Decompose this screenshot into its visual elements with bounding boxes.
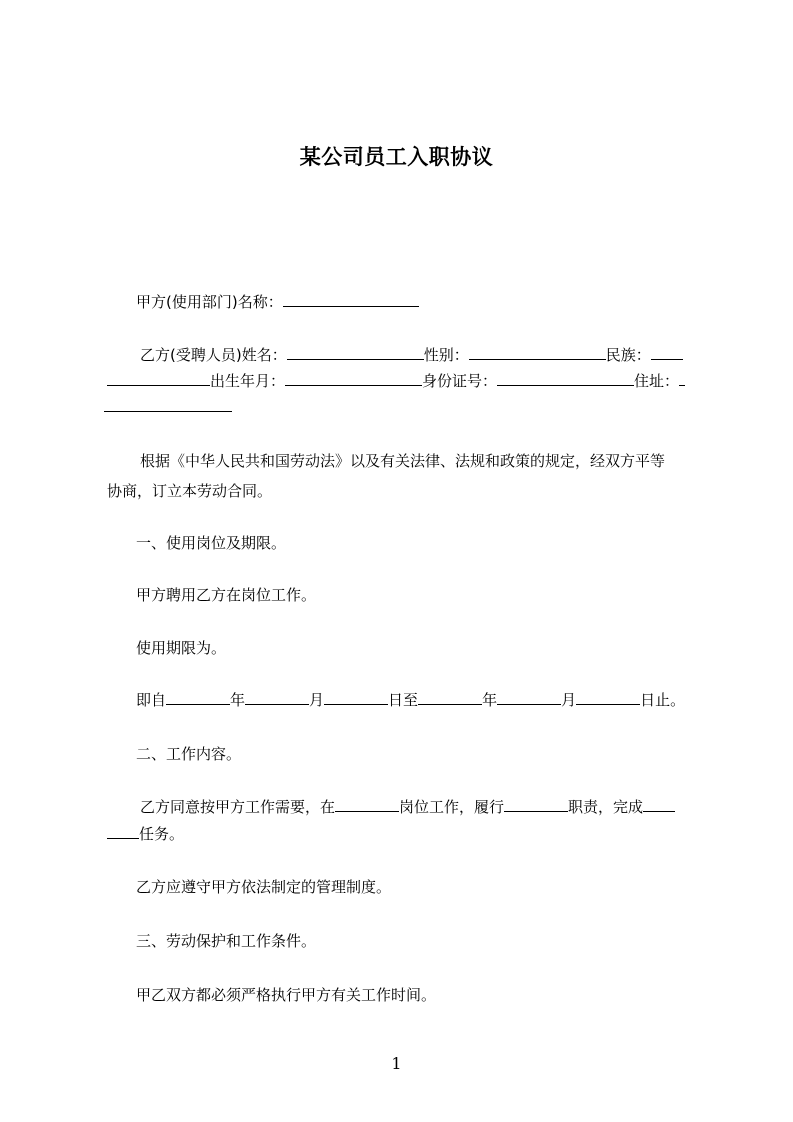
start-day-blank[interactable] (324, 690, 388, 705)
term-year: 年 (230, 691, 246, 709)
section-1-para-1: 甲方聘用乙方在岗位工作。 (136, 586, 317, 604)
party-b-line-1 (140, 345, 683, 365)
ethnicity-blank-a[interactable] (651, 345, 683, 360)
start-month-blank[interactable] (245, 690, 309, 705)
duty-text-c: 职责，完成 (568, 798, 644, 816)
page-title: 某公司员工入职协议 (299, 145, 494, 169)
birth-label: 出生年月： (210, 372, 286, 390)
task-blank-a[interactable] (643, 797, 675, 812)
term-from: 即自 (136, 691, 167, 709)
gender-label: 性别： (423, 346, 469, 364)
end-month-blank[interactable] (497, 690, 561, 705)
party-a-name-blank[interactable] (283, 292, 419, 307)
party-b-name-blank[interactable] (287, 345, 424, 360)
gender-blank[interactable] (469, 345, 606, 360)
section-3-heading: 三、劳动保护和工作条件。 (136, 932, 317, 950)
address-blank-a[interactable] (679, 371, 685, 386)
duty-line-1 (140, 797, 675, 817)
section-2-heading: 二、工作内容。 (136, 745, 242, 763)
ethnicity-label: 民族： (605, 346, 651, 364)
preamble-line-2: 协商，订立本劳动合同。 (107, 482, 273, 500)
end-year-blank[interactable] (418, 690, 482, 705)
party-b-line-2 (107, 371, 685, 391)
position-blank[interactable] (335, 797, 399, 812)
task-blank-b[interactable] (107, 824, 139, 839)
party-b-name-label: 乙方(受聘人员)姓名： (140, 346, 287, 364)
term-day-to: 日至 (388, 691, 419, 709)
preamble-line-1: 根据《中华人民共和国劳动法》以及有关法律、法规和政策的规定，经双方平等 (140, 452, 666, 470)
start-year-blank[interactable] (166, 690, 230, 705)
section-3-para-1: 甲乙双方都必须严格执行甲方有关工作时间。 (136, 986, 437, 1004)
party-a-label: 甲方(使用部门)名称： (136, 293, 283, 311)
end-day-blank[interactable] (576, 690, 640, 705)
section-2-para-2: 乙方应遵守甲方依法制定的管理制度。 (136, 878, 392, 896)
responsibility-blank[interactable] (504, 797, 568, 812)
party-b-line-3 (104, 397, 232, 417)
duty-text-a: 乙方同意按甲方工作需要，在 (140, 798, 336, 816)
page-number: 1 (391, 1054, 402, 1073)
term-month-2: 月 (561, 691, 577, 709)
party-a-line (136, 292, 419, 312)
term-day-end: 日止。 (640, 691, 686, 709)
address-blank-b[interactable] (104, 397, 232, 412)
term-month: 月 (309, 691, 325, 709)
duty-line-2 (107, 824, 184, 844)
term-line (136, 690, 685, 710)
section-1-heading: 一、使用岗位及期限。 (136, 534, 287, 552)
address-label: 住址： (634, 372, 680, 390)
duty-text-d: 任务。 (139, 825, 185, 843)
duty-text-b: 岗位工作，履行 (399, 798, 505, 816)
birth-blank[interactable] (285, 371, 422, 386)
ethnicity-blank-b[interactable] (107, 371, 210, 386)
term-year-2: 年 (482, 691, 498, 709)
id-number-label: 身份证号： (422, 372, 498, 390)
id-number-blank[interactable] (497, 371, 634, 386)
section-1-para-2: 使用期限为。 (136, 639, 227, 657)
